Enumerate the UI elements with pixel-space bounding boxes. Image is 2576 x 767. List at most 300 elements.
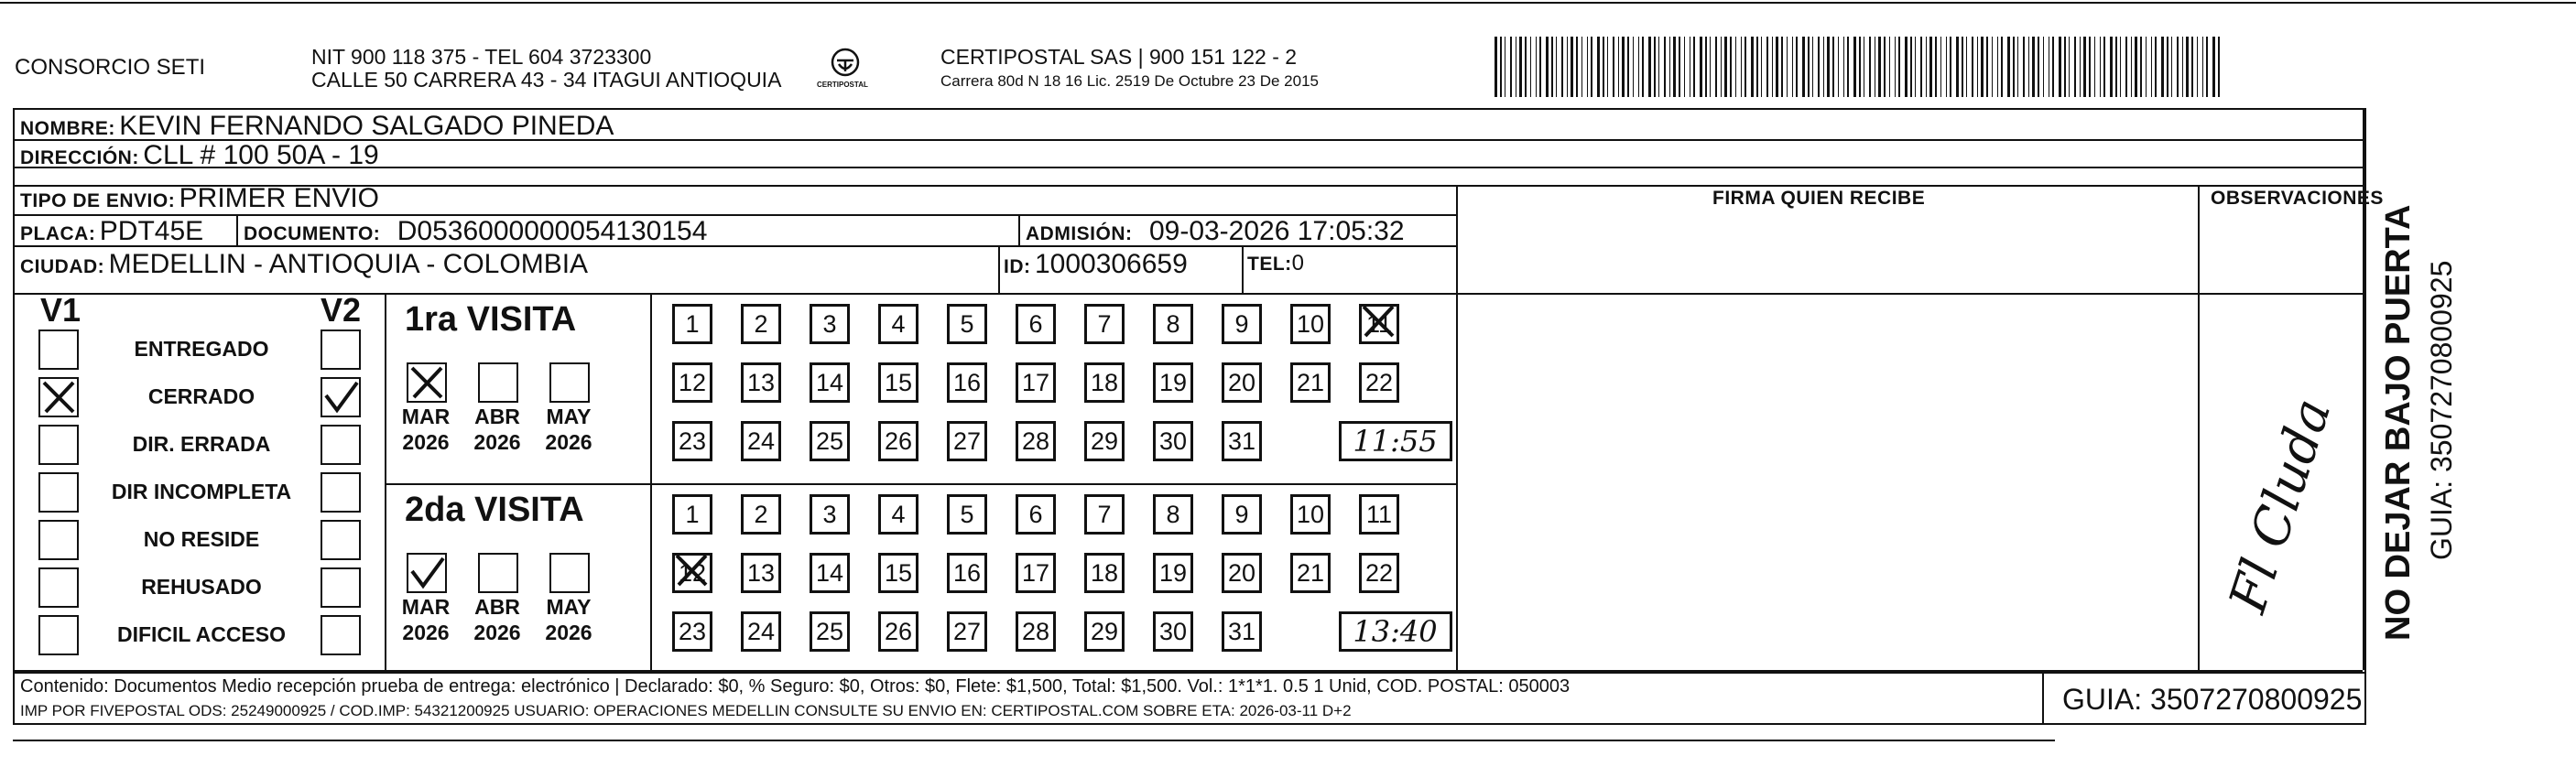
day-box[interactable]: 20 [1222, 362, 1262, 403]
year-label: 2026 [545, 621, 592, 644]
barcode-bar [2120, 37, 2121, 97]
signature-text: Fl Cluda [2218, 392, 2343, 620]
barcode-bar [2135, 37, 2137, 97]
day-box[interactable]: 18 [1084, 362, 1125, 403]
id-label: ID: [1004, 256, 1031, 277]
barcode-bar [2052, 37, 2054, 97]
barcode-bar [2089, 37, 2091, 97]
barcode-bar [2151, 37, 2152, 97]
recipient-name: KEVIN FERNANDO SALGADO PINEDA [119, 111, 614, 141]
barcode-bar [1889, 37, 1890, 97]
day-box[interactable]: 30 [1153, 421, 1193, 461]
day-box[interactable]: 5 [947, 304, 987, 344]
barcode-bar [1745, 37, 1746, 97]
v2-checkbox[interactable] [321, 520, 361, 560]
nit-line: NIT 900 118 375 - TEL 604 3723300 [311, 45, 652, 69]
barcode-bar [2001, 37, 2003, 97]
signature [2207, 384, 2344, 622]
month-label: MAR [401, 405, 451, 428]
year-label: 2026 [545, 430, 592, 454]
barcode-bar [2059, 37, 2061, 97]
city-label: CIUDAD: [20, 256, 105, 277]
month-label: MAR [401, 595, 451, 619]
day-box[interactable]: 29 [1084, 611, 1125, 652]
ship-type-label: TIPO DE ENVIO: [20, 190, 176, 211]
v1-checkbox[interactable] [38, 520, 79, 560]
barcode-bar [1946, 37, 1947, 97]
month-label: ABR [474, 405, 520, 428]
status-label: DIFICIL ACCESO [116, 622, 286, 646]
barcode-bar [1847, 37, 1849, 97]
barcode [1493, 37, 2225, 97]
year-label: 2026 [473, 621, 521, 644]
barcode-bar [1808, 37, 1810, 97]
day-box[interactable]: 7 [1084, 304, 1125, 344]
day-box[interactable]: 8 [1153, 304, 1193, 344]
footer-guia: GUIA: 3507270800925 [2062, 683, 2363, 716]
barcode-bar [2007, 37, 2010, 97]
barcode-bar [1772, 37, 1773, 97]
company-name: CONSORCIO SETI [15, 55, 206, 80]
barcode-bar [2171, 37, 2172, 97]
tel-label: TEL: [1247, 254, 1292, 275]
barcode-bar [1956, 37, 1959, 97]
barcode-bar [1724, 37, 1727, 97]
barcode-bar [2140, 37, 2142, 97]
day-box[interactable]: 18 [1084, 553, 1125, 593]
recipient-address: CLL # 100 50A - 19 [143, 140, 379, 170]
barcode-bar [1567, 37, 1568, 97]
barcode-bar [2115, 37, 2117, 97]
v2-checkbox[interactable] [321, 329, 361, 370]
barcode-bar [1525, 37, 1527, 97]
day-box[interactable]: 1 [672, 494, 712, 535]
day-box[interactable]: 6 [1016, 304, 1056, 344]
status-label: NO RESIDE [143, 527, 260, 551]
barcode-bar [2100, 37, 2101, 97]
day-box[interactable]: 28 [1016, 611, 1056, 652]
divider [236, 214, 238, 245]
barcode-bar [1929, 37, 1932, 97]
day-box[interactable]: 29 [1084, 421, 1125, 461]
v2-checkbox[interactable] [321, 615, 361, 655]
barcode-bar [1869, 37, 1871, 97]
barcode-bar [1536, 37, 1537, 97]
barcode-bar [1818, 37, 1820, 97]
barcode-bar [2131, 37, 2132, 97]
day-mark [1360, 303, 1397, 349]
barcode-bar [1802, 37, 1805, 97]
barcode-bar [1884, 37, 1886, 97]
barcode-bar [2161, 37, 2164, 97]
day-box[interactable]: 26 [878, 611, 918, 652]
barcode-bar [1576, 37, 1578, 97]
barcode-bar [1787, 37, 1788, 97]
day-box[interactable]: 3 [810, 494, 850, 535]
status-label: CERRADO [147, 384, 255, 408]
barcode-bar [1972, 37, 1973, 97]
day-box[interactable]: 15 [878, 553, 918, 593]
v1-checkbox[interactable] [38, 425, 79, 465]
day-box[interactable]: 23 [672, 421, 712, 461]
barcode-bar [1561, 37, 1563, 97]
license-line: Carrera 80d N 18 16 Lic. 2519 De Octubre 23 De 2015 [940, 72, 1319, 90]
address-row [20, 140, 379, 171]
id-cell [1004, 249, 1188, 280]
barcode-bar [2080, 37, 2081, 97]
barcode-bar [1591, 37, 1592, 97]
day-box[interactable]: 12 [672, 553, 712, 593]
address-label: DIRECCIÓN: [20, 147, 139, 168]
day-mark [673, 552, 710, 598]
bottom-rule [13, 740, 2055, 741]
barcode-bar [1613, 37, 1614, 97]
barcode-bar [1530, 37, 1531, 97]
day-box[interactable]: 12 [672, 362, 712, 403]
day-box[interactable]: 3 [810, 304, 850, 344]
year-label: 2026 [402, 621, 450, 644]
divider [385, 293, 386, 670]
ship-type: PRIMER ENVIO [179, 183, 380, 213]
barcode-bar [2064, 37, 2066, 97]
barcode-bar [2155, 37, 2157, 97]
day-box[interactable]: 10 [1290, 304, 1331, 344]
barcode-bar [2182, 37, 2183, 97]
barcode-bar [1495, 37, 1497, 97]
barcode-bar [1751, 37, 1754, 97]
v2-checkbox[interactable] [321, 377, 361, 417]
barcode-bar [1571, 37, 1573, 97]
barcode-bar [1981, 37, 1984, 97]
barcode-bar [1962, 37, 1963, 97]
v1-label: V1 [40, 291, 82, 329]
barcode-bar [2202, 37, 2203, 97]
barcode-bar [1673, 37, 1676, 97]
v1-checkbox[interactable] [38, 615, 79, 655]
barcode-bar [1895, 37, 1896, 97]
day-box[interactable]: 9 [1222, 494, 1262, 535]
document: D0536000000054130154 [397, 216, 708, 246]
plate-cell [20, 216, 203, 247]
barcode-bar [1859, 37, 1861, 97]
day-box[interactable]: 26 [878, 421, 918, 461]
barcode-bar [2103, 37, 2105, 97]
status-label: ENTREGADO [134, 337, 269, 361]
day-box[interactable]: 17 [1016, 553, 1056, 593]
barcode-bar [1920, 37, 1922, 97]
day-box[interactable]: 13 [741, 553, 781, 593]
day-box[interactable]: 13 [741, 362, 781, 403]
barcode-bar [2146, 37, 2147, 97]
address-line: CALLE 50 CARRERA 43 - 34 ITAGUI ANTIOQUIA [311, 68, 782, 92]
barcode-bar [1500, 37, 1502, 97]
admission-cell [1026, 216, 1405, 247]
content-line: Contenido: Documentos Medio recepción prueba de entrega: electrónico | Declarado: $0, % Seguro: $0, Otros: $0, Flete: $1,500, Total: $1,500. Vol.: 1*1*1. 0.5 1 Unid, COD. POSTAL: 050003 [20, 676, 1571, 697]
side-guia: GUIA: 3507270800925 [2425, 260, 2458, 560]
barcode-bar [2110, 37, 2113, 97]
day-box[interactable]: 14 [810, 553, 850, 593]
month-checkbox[interactable] [549, 362, 590, 403]
barcode-bar [1715, 37, 1717, 97]
observations-header: OBSERVACIONES [2211, 188, 2384, 209]
status-label: DIR. ERRADA [132, 432, 271, 456]
signature-header: FIRMA QUIEN RECIBE [1712, 188, 1926, 209]
barcode-bar [1910, 37, 1912, 97]
visit-time[interactable]: 13:40 [1339, 611, 1452, 652]
barcode-bar [1684, 37, 1685, 97]
barcode-bar [2074, 37, 2076, 97]
barcode-bar [1940, 37, 1941, 97]
top-rule [0, 2, 2576, 4]
plate-label: PLACA: [20, 223, 96, 244]
barcode-bar [2206, 37, 2208, 97]
divider [998, 245, 1000, 293]
certipostal-logo [815, 46, 875, 97]
divider [1018, 214, 1020, 245]
barcode-bar [1603, 37, 1604, 97]
v2-checkbox[interactable] [321, 472, 361, 513]
barcode-bar [1510, 37, 1512, 97]
no-under-door-warning: NO DEJAR BAJO PUERTA [2379, 204, 2418, 641]
ship-type-row [20, 183, 379, 214]
day-box[interactable]: 11 [1359, 494, 1399, 535]
day-box[interactable]: 2 [741, 304, 781, 344]
logo-text: CERTIPOSTAL [817, 81, 868, 89]
visit-time[interactable]: 11:55 [1339, 421, 1452, 461]
barcode-bar [2017, 37, 2018, 97]
day-box[interactable]: 31 [1222, 421, 1262, 461]
v2-checkbox[interactable] [321, 567, 361, 608]
barcode-bar [2013, 37, 2015, 97]
barcode-bar [1705, 37, 1707, 97]
v2-label: V2 [321, 291, 362, 329]
barcode-bar [1878, 37, 1881, 97]
status-label: DIR INCOMPLETA [111, 480, 292, 503]
barcode-bar [1721, 37, 1722, 97]
v1-checkbox[interactable] [38, 472, 79, 513]
day-box[interactable]: 14 [810, 362, 850, 403]
barcode-bar [1633, 37, 1634, 97]
barcode-bar [1654, 37, 1656, 97]
day-box[interactable]: 4 [878, 494, 918, 535]
barcode-bar [1581, 37, 1582, 97]
day-box[interactable]: 16 [947, 362, 987, 403]
day-box[interactable]: 19 [1153, 362, 1193, 403]
divider [2198, 185, 2200, 670]
barcode-bar [2212, 37, 2215, 97]
barcode-bar [1700, 37, 1702, 97]
divider [1456, 185, 1458, 670]
city: MEDELLIN - ANTIOQUIA - COLOMBIA [108, 249, 589, 279]
barcode-bar [1642, 37, 1644, 97]
barcode-bar [1823, 37, 1824, 97]
visit2-title: 2da VISITA [405, 491, 584, 529]
barcode-bar [2191, 37, 2193, 97]
day-box[interactable]: 31 [1222, 611, 1262, 652]
carrier-line: CERTIPOSTAL SAS | 900 151 122 - 2 [940, 45, 1298, 69]
visit1-title: 1ra VISITA [405, 300, 577, 339]
day-box[interactable]: 22 [1359, 553, 1399, 593]
v1-checkbox[interactable] [38, 567, 79, 608]
day-box[interactable]: 30 [1153, 611, 1193, 652]
barcode-bar [2069, 37, 2070, 97]
month-checkbox[interactable] [549, 553, 590, 593]
name-label: NOMBRE: [20, 118, 115, 139]
barcode-bar [1832, 37, 1834, 97]
divider [650, 293, 652, 670]
barcode-bar [1648, 37, 1651, 97]
barcode-bar [2094, 37, 2095, 97]
month-checkbox[interactable] [407, 553, 447, 593]
barcode-bar [2167, 37, 2168, 97]
barcode-bar [2043, 37, 2044, 97]
barcode-bar [1756, 37, 1758, 97]
barcode-bar [2038, 37, 2039, 97]
day-box[interactable]: 5 [947, 494, 987, 535]
barcode-bar [1551, 37, 1553, 97]
barcode-bar [1781, 37, 1783, 97]
day-box[interactable]: 27 [947, 421, 987, 461]
barcode-bar [2186, 37, 2189, 97]
tel-value: 0 [1291, 251, 1305, 275]
divider [1242, 245, 1244, 293]
barcode-bar [2083, 37, 2086, 97]
admission-label: ADMISIÓN: [1026, 223, 1133, 244]
day-box[interactable]: 17 [1016, 362, 1056, 403]
barcode-bar [1622, 37, 1625, 97]
month-checkbox[interactable] [407, 362, 447, 403]
barcode-bar [1950, 37, 1951, 97]
v1-checkbox[interactable] [38, 329, 79, 370]
month-label: MAY [546, 595, 592, 619]
day-box[interactable]: 4 [878, 304, 918, 344]
barcode-bar [1679, 37, 1680, 97]
day-box[interactable]: 24 [741, 611, 781, 652]
barcode-bar [1730, 37, 1732, 97]
day-box[interactable]: 27 [947, 611, 987, 652]
barcode-bar [2197, 37, 2198, 97]
day-box[interactable]: 9 [1222, 304, 1262, 344]
day-box[interactable]: 11 [1359, 304, 1399, 344]
barcode-bar [2177, 37, 2179, 97]
admission: 09-03-2026 17:05:32 [1148, 216, 1405, 246]
document-cell [244, 216, 707, 247]
imp-line: IMP POR FIVEPOSTAL ODS: 25249000925 / COD.IMP: 54321200925 USUARIO: OPERACIONES MEDELLIN CONSULTE SU ENVIO EN: CERTIPOSTAL.COM SOBRE ETA: 2026-03-11 D+2 [20, 702, 1352, 719]
barcode-bar [1638, 37, 1639, 97]
barcode-bar [1812, 37, 1813, 97]
day-box[interactable]: 25 [810, 611, 850, 652]
month-checkbox[interactable] [478, 553, 518, 593]
month-checkbox[interactable] [478, 362, 518, 403]
day-box[interactable]: 23 [672, 611, 712, 652]
v1-checkbox[interactable] [38, 377, 79, 417]
barcode-bar [1986, 37, 1988, 97]
day-box[interactable]: 16 [947, 553, 987, 593]
barcode-bar [1607, 37, 1608, 97]
barcode-bar [1935, 37, 1937, 97]
barcode-bar [1556, 37, 1557, 97]
barcode-bar [1776, 37, 1778, 97]
barcode-bar [1761, 37, 1762, 97]
barcode-bar [2032, 37, 2035, 97]
barcode-bar [1664, 37, 1666, 97]
barcode-bar [2125, 37, 2127, 97]
barcode-bar [1710, 37, 1711, 97]
tel-cell [1247, 251, 1304, 276]
barcode-bar [1853, 37, 1856, 97]
status-label: REHUSADO [141, 575, 262, 599]
barcode-bar [1898, 37, 1900, 97]
day-box[interactable]: 20 [1222, 553, 1262, 593]
year-label: 2026 [473, 430, 521, 454]
barcode-bar [1915, 37, 1916, 97]
barcode-bar [1546, 37, 1549, 97]
barcode-bar [1992, 37, 1993, 97]
day-box[interactable]: 24 [741, 421, 781, 461]
footer-frame [13, 670, 2366, 725]
day-box[interactable]: 1 [672, 304, 712, 344]
day-box[interactable]: 28 [1016, 421, 1056, 461]
day-box[interactable]: 22 [1359, 362, 1399, 403]
day-box[interactable]: 7 [1084, 494, 1125, 535]
barcode-bar [1597, 37, 1600, 97]
barcode-bar [2023, 37, 2025, 97]
barcode-bar [1618, 37, 1619, 97]
year-label: 2026 [402, 430, 450, 454]
barcode-bar [1997, 37, 1998, 97]
barcode-bar [1658, 37, 1659, 97]
plate: PDT45E [99, 216, 204, 246]
month-label: ABR [474, 595, 520, 619]
barcode-bar [1741, 37, 1742, 97]
barcode-bar [1905, 37, 1908, 97]
day-box[interactable]: 10 [1290, 494, 1331, 535]
rule [13, 293, 2363, 295]
day-box[interactable]: 19 [1153, 553, 1193, 593]
rule [385, 483, 1456, 485]
barcode-bar [1838, 37, 1839, 97]
barcode-bar [1792, 37, 1793, 97]
barcode-bar [1926, 37, 1927, 97]
name-row [20, 111, 614, 142]
day-box[interactable]: 2 [741, 494, 781, 535]
id-value: 1000306659 [1034, 249, 1188, 279]
city-cell [20, 249, 588, 280]
v2-checkbox[interactable] [321, 425, 361, 465]
barcode-bar [1966, 37, 1967, 97]
barcode-bar [1587, 37, 1588, 97]
day-box[interactable]: 6 [1016, 494, 1056, 535]
barcode-bar [1519, 37, 1522, 97]
day-box[interactable]: 21 [1290, 553, 1331, 593]
barcode-bar [1827, 37, 1830, 97]
month-label: MAY [546, 405, 592, 428]
barcode-bar [1977, 37, 1978, 97]
day-box[interactable]: 8 [1153, 494, 1193, 535]
document-label: DOCUMENTO: [244, 223, 381, 244]
barcode-bar [1669, 37, 1670, 97]
day-box[interactable]: 21 [1290, 362, 1331, 403]
barcode-bar [1766, 37, 1768, 97]
barcode-bar [2028, 37, 2029, 97]
barcode-bar [1796, 37, 1798, 97]
barcode-bar [2218, 37, 2220, 97]
day-box[interactable]: 25 [810, 421, 850, 461]
barcode-bar [1627, 37, 1629, 97]
barcode-bar [1735, 37, 1736, 97]
day-box[interactable]: 15 [878, 362, 918, 403]
barcode-bar [1843, 37, 1844, 97]
